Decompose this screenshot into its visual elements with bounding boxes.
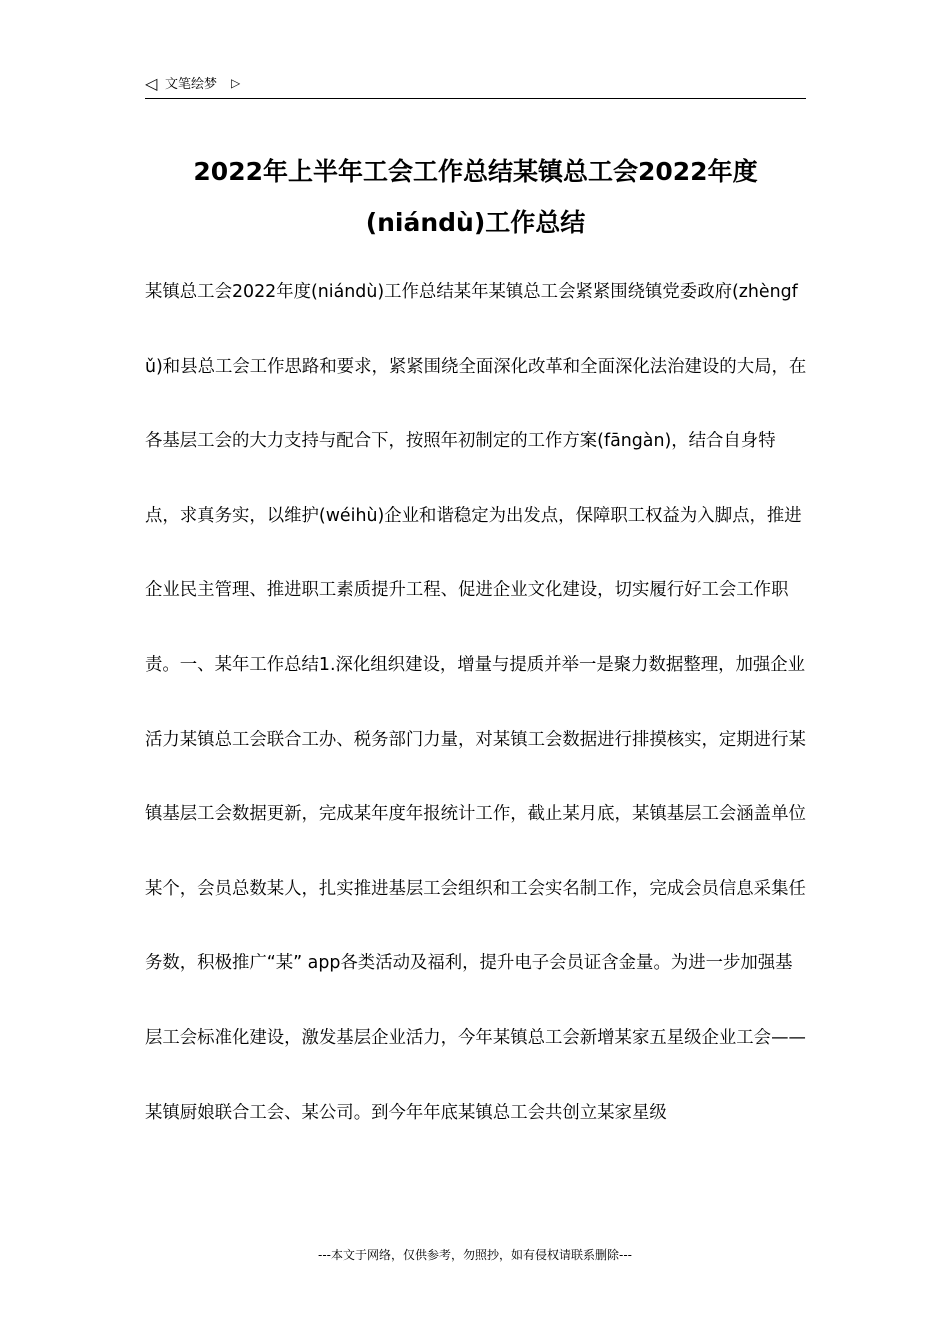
right-arrow-icon: ▷ — [231, 76, 241, 90]
document-title: 2022年上半年工会工作总结某镇总工会2022年度(niándù)工作总结 — [193, 157, 758, 237]
left-arrow-icon: ◁ — [145, 74, 158, 93]
body-paragraph: 某镇总工会2022年度(niándù)工作总结某年某镇总工会紧紧围绕镇党委政府(zhèngfǔ)和县总工会工作思路和要求，紧紧围绕全面深化改革和全面深化法治建设的大局，在各基层工会的大力支持与配合下，按照年初制定的工作方案(fāngàn)，结合自身特点，求真务实，以维护(wéihù)企业和谐稳定为出发点，保障职工权益为入脚点，推进企业民主管理、推进职工素质提升工程、促进企业文化建设，切实履行好工会工作职责。一、某年工作总结1.深化组织建设，增量与提质并举一是聚力数据整理，加强企业活力某镇总工会联合工办、税务部门力量，对某镇工会数据进行排摸核实，定期进行某镇基层工会数据更新，完成某年度年报统计工作，截止某月底，某镇基层工会涵盖单位某个，会员总数某人，扎实推进基层工会组织和工会实名制工作，完成会员信息采集任务数，积极推广“某” app各类活动及福利，提升电子会员证含金量。为进一步加强基层工会标准化建设，激发基层企业活力，今年某镇总工会新增某家五星级企业工会——某镇厨娘联合工会、某公司。到今年年底某镇总工会共创立某家星级 — [145, 282, 807, 1123]
page-header — [145, 74, 806, 99]
page-footer: ---本文于网络，仅供参考，勿照抄，如有侵权请联系删除--- — [318, 1248, 632, 1262]
header-brand: 文笔绘梦 — [165, 77, 218, 92]
